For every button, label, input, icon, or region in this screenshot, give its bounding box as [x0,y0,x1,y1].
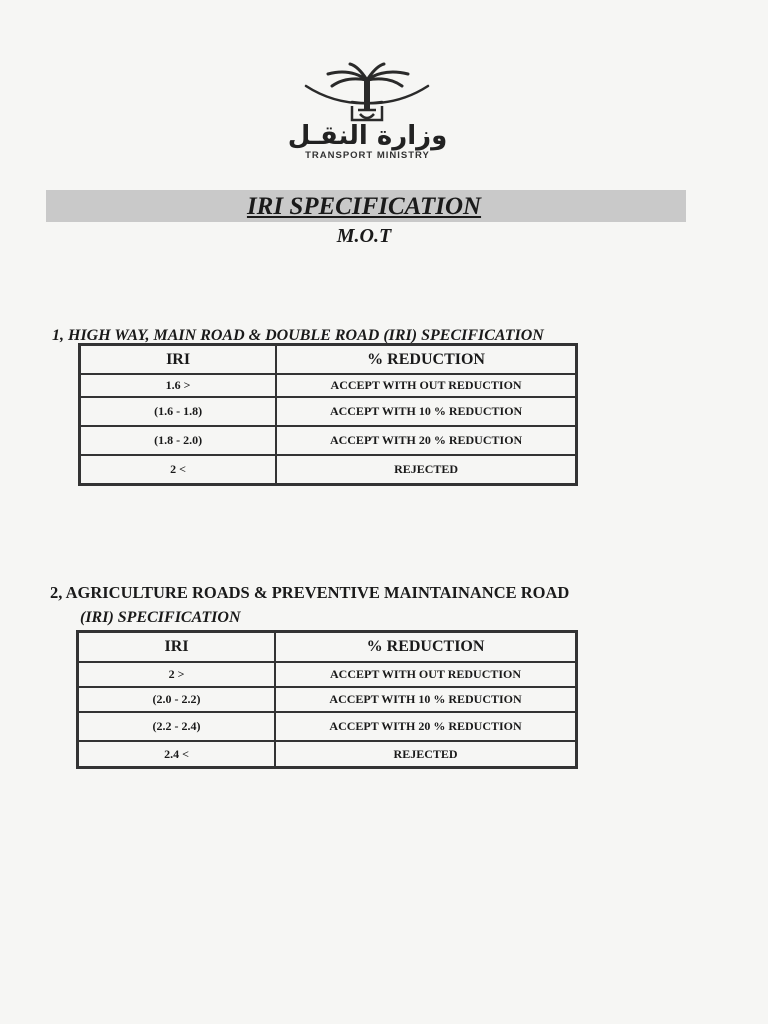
header-iri: IRI [80,345,276,374]
header-iri: IRI [78,632,275,662]
table-row [80,426,576,455]
cell-iri: 1.6 > [80,374,276,397]
cell-reduction: REJECTED [276,455,576,484]
cell-iri: (2.0 - 2.2) [78,687,275,712]
header-reduction: % REDUCTION [275,632,576,662]
cell-reduction: ACCEPT WITH OUT REDUCTION [275,662,576,687]
cell-reduction: ACCEPT WITH OUT REDUCTION [276,374,576,397]
cell-reduction: ACCEPT WITH 20 % REDUCTION [276,426,576,455]
page-title: IRI SPECIFICATION [246,193,482,220]
cell-reduction: ACCEPT WITH 10 % REDUCTION [275,687,576,712]
logo-arabic-text: وزارة النقـل [287,121,448,151]
cell-reduction: REJECTED [275,741,576,767]
section1-table [78,343,578,486]
cell-iri: (2.2 - 2.4) [78,712,275,741]
section2-heading: 2, AGRICULTURE ROADS & PREVENTIVE MAINTAINANCE ROAD [50,583,570,602]
section1-heading: 1, HIGH WAY, MAIN ROAD & DOUBLE ROAD (IRI) SPECIFICATION [52,327,544,344]
section2-heading-line2: (IRI) SPECIFICATION [80,609,241,626]
section2-table [76,630,578,769]
page-subtitle: M.O.T [336,225,392,247]
table-row [80,374,576,397]
table-row [78,741,576,767]
logo-english-text: TRANSPORT MINISTRY [305,150,430,161]
table-row [78,687,576,712]
cell-iri: 2.4 < [78,741,275,767]
table-header-row [80,345,576,374]
table-header-row [78,632,576,662]
cell-reduction: ACCEPT WITH 10 % REDUCTION [276,397,576,426]
table-row [78,712,576,741]
cell-iri: 2 < [80,455,276,484]
header-reduction: % REDUCTION [276,345,576,374]
cell-reduction: ACCEPT WITH 20 % REDUCTION [275,712,576,741]
table-row [78,662,576,687]
cell-iri: 2 > [78,662,275,687]
table-row [80,455,576,484]
table-row [80,397,576,426]
cell-iri: (1.8 - 2.0) [80,426,276,455]
cell-iri: (1.6 - 1.8) [80,397,276,426]
